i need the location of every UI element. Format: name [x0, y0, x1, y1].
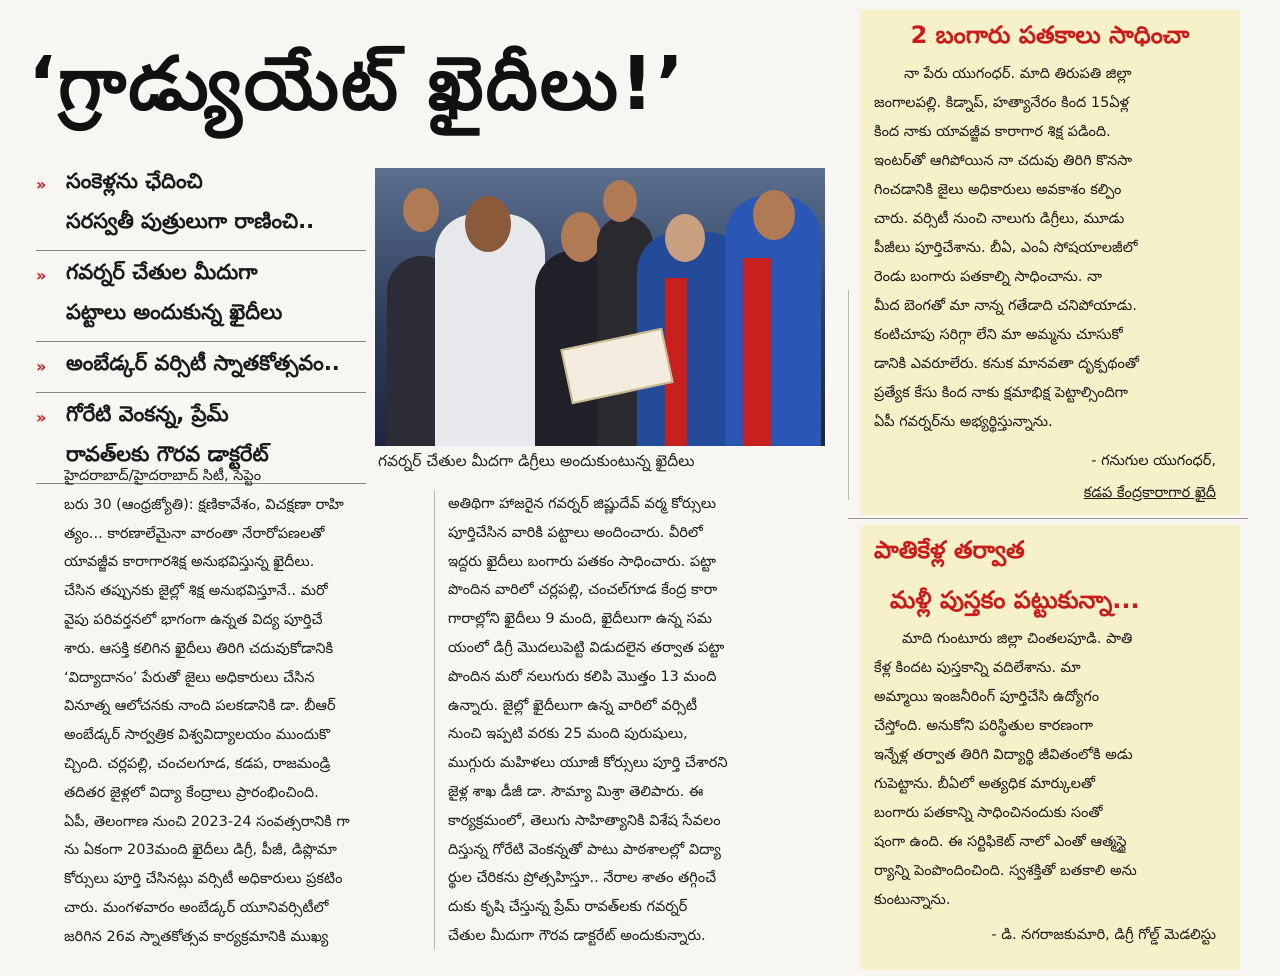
sidebar-title: 2 బంగారు పతకాలు సాధించా — [910, 21, 1190, 49]
text-line: యంలో డిగ్రీ మొదలుపెట్టి విడుదలైన తర్వాత పట్టా — [448, 639, 725, 656]
bullet-list — [36, 160, 366, 484]
text-line: కుంటున్నాను. — [874, 892, 951, 908]
text-line: మాది గుంటూరు జిల్లా చింతలపూడి. పాతి — [902, 631, 1133, 647]
text-line: గించడానికి జైలు అధికారులు అవకాశం కల్పిం — [874, 182, 1122, 198]
text-line: కంటిచూపు సరిగ్గా లేని మా అమ్మను చూసుకో — [874, 327, 1123, 343]
bullet-text: సరస్వతీ పుత్రులుగా రాణించి.. — [66, 209, 315, 233]
text-line: షంగా ఉంది. ఈ సర్టిఫికెట్ నాలో ఎంతో ఆత్మస్థై — [874, 834, 1127, 850]
text-line: ముగ్గురు మహిళలు యూజీ కోర్సులు పూర్తి చేశారని — [448, 755, 728, 772]
sidebar-body — [860, 625, 1240, 915]
text-line: అంబేడ్కర్ సార్వత్రిక విశ్వవిద్యాలయం ముందుకొ — [64, 727, 331, 744]
bullet-text: అంబేడ్కర్ వర్సిటీ స్నాతకోత్సవం.. — [66, 351, 340, 375]
article-column-1 — [64, 462, 420, 952]
text-line: అమ్మాయి ఇంజనీరింగ్ పూర్తిచేసి ఉద్యోగం — [874, 689, 1100, 705]
text-line: యావజ్జీవ కారాగారశిక్ష అనుభవిస్తున్న ఖైదీలు. — [64, 554, 315, 571]
sidebar-subtitle: మళ్లీ పుస్తకం పట్టుకున్నా... — [890, 586, 1140, 614]
bullet-item — [36, 160, 366, 251]
text-line: కింద నాకు యావజ్జీవ కారాగార శిక్ష పడింది. — [874, 124, 1111, 140]
text-line: పూర్తిచేసిన వారికి పట్టాలు అందించారు. వీరిలో — [448, 524, 703, 541]
text-line: చ్చింది. చర్లపల్లి, చంచలగూడ, కడప, రాజమండ్రి — [64, 755, 331, 772]
text-line: చేస్తోంది. అనుకోని పరిస్థితుల కారణంగా — [874, 718, 1093, 734]
convocation-photo — [375, 168, 825, 446]
bullet-text: సంకెళ్లను ఛేదించి — [66, 169, 203, 193]
text-line: ఏపీ, తెలంగాణ నుంచి 2023-24 సంవత్సరానికి గా — [64, 813, 350, 830]
text-line: తదితర జైళ్లలో విద్యా కేంద్రాలు ప్రారంభించింది. — [64, 784, 319, 801]
text-line: కేళ్ల కిందట పుస్తకాన్ని వదిలేశాను. మా — [874, 660, 1081, 676]
column-divider — [434, 490, 435, 950]
text-line: ప్రత్యేక కేసు కింద నాకు క్షమాభిక్ష పెట్టాల్సిందిగా — [874, 385, 1129, 401]
bullet-item — [36, 251, 366, 342]
text-line: కార్యక్రమంలో, తెలుగు సాహిత్యానికి విశేష సేవలం — [448, 812, 721, 829]
text-line: జరిగిన 26వ స్నాతకోత్సవ కార్యక్రమానికి ముఖ్య — [64, 928, 329, 945]
double-chevron-icon: » — [36, 265, 47, 285]
person-head — [665, 214, 705, 262]
double-chevron-icon: » — [36, 174, 47, 194]
person-head — [603, 180, 637, 222]
text-line: ర్యాన్ని పెంపొందించింది. స్వశక్తితో బతకాలి అను — [874, 863, 1137, 879]
red-stole — [743, 258, 771, 446]
text-line: చారు. వర్సిటీ నుంచి నాలుగు డిగ్రీలు, మూడు — [874, 211, 1125, 227]
text-line: కోర్సులు పూర్తి చేసినట్లు వర్సిటీ అధికారులు ప్రకటిం — [64, 871, 343, 888]
sidebar-story-2 — [860, 525, 1240, 970]
bullet-text: గవర్నర్ చేతుల మీదుగా — [66, 260, 258, 284]
sidebar-title: పాతికేళ్ల తర్వాత — [874, 536, 1025, 564]
person-head — [753, 190, 795, 240]
text-line: ఇద్దరు ఖైదీలు బంగారు పతకం సాధించారు. పట్టా — [448, 553, 716, 570]
sidebar-body — [860, 60, 1240, 437]
double-chevron-icon: » — [36, 407, 47, 427]
text-line: బంగారు పతకాన్ని సాధించినందుకు సంతో — [874, 805, 1103, 821]
text-line: హైదరాబాద్/హైదరాబాద్ సిటీ, సెప్టెం — [64, 468, 262, 484]
bullet-text: పట్టాలు అందుకున్న ఖైదీలు — [66, 300, 283, 324]
article-column-2 — [448, 490, 828, 951]
text-line: చేతుల మీదుగా గౌరవ డాక్టరేట్ అందుకున్నారు. — [448, 927, 706, 944]
text-line: బరు 30 (ఆంధ్రజ్యోతి): క్షణికావేశం, విచక్షణా రాహి — [64, 496, 344, 513]
text-line: అతిథిగా హాజరైన గవర్నర్ జిష్ణుదేవ్ వర్మ కోర్సులు — [448, 496, 717, 512]
person-head — [403, 188, 439, 232]
text-line: ఏపీ గవర్నర్‌ను అభ్యర్థిస్తున్నాను. — [874, 414, 1053, 430]
text-line: ర్థుల చేరికను ప్రోత్సహిస్తూ.. నేరాల శాతం తగ్గించే — [448, 870, 717, 887]
text-line: శారు. ఆసక్తి కలిగిన ఖైదీలు తిరిగి చదువుకోడానికి — [64, 640, 334, 657]
text-line: నుంచి ఇప్పటి వరకు 25 మంది పురుషులు, — [448, 726, 688, 743]
text-line: రెండు బంగారు పతకాల్ని సాధించాను. నా — [874, 269, 1103, 285]
text-line: వైపు పరివర్తనలో భాగంగా ఉన్నత విద్య పూర్తిచే — [64, 611, 323, 628]
text-line: వినూత్న ఆలోచనకు నాంది పలకడానికి డా. బీఆర్ — [64, 698, 336, 715]
text-line: జంగాలపల్లి. కిడ్నాప్, హత్యానేరం కింద 15ఏళ్ల — [874, 95, 1130, 111]
bullet-item — [36, 342, 366, 393]
headline: ‘గ్రాడ్యుయేట్ ఖైదీలు!’ — [28, 41, 686, 127]
text-line: చారు. మంగళవారం అంబేడ్కర్ యూనివర్సిటీలో — [64, 899, 329, 916]
text-line: ఇంటర్‌తో ఆగిపోయిన నా చదువు తిరిగి కొనసా — [874, 153, 1133, 169]
text-line: గుపెట్టాను. బీఏలో అత్యధిక మార్కులతో — [874, 776, 1096, 792]
sidebar-divider — [848, 518, 1248, 519]
text-line: ను ఏకంగా 203మంది ఖైదీలు డిగ్రీ, పీజీ, డిప్లొమా — [64, 842, 337, 859]
text-line: త్యం... కారణాలేమైనా వారంతా నేరారోపణలతో — [64, 525, 325, 542]
text-line: నా పేరు యుగంధర్. మాది తిరుపతి జిల్లా — [904, 66, 1132, 82]
text-line: డానికి ఎవరూలేరు. కనుక మానవతా దృక్పథంతో — [874, 356, 1139, 372]
text-line: ఉన్నారు. జైల్లో ఖైదీలుగా ఉన్న వారిలో వర్సిటీ — [448, 697, 698, 714]
person-head — [561, 212, 601, 262]
signature: - డి. నగరాజకుమారి, డిగ్రీ గోల్డ్ మెడలిస్టు — [991, 927, 1216, 943]
person-head — [465, 196, 511, 252]
text-line: చేసిన తప్పునకు జైల్లో శిక్ష అనుభవిస్తూనే.. మరో — [64, 583, 328, 600]
text-line: ఇన్నేళ్ల తర్వాత తిరిగి విద్యార్థి జీవితంలోకి అడు — [874, 747, 1133, 763]
column-divider — [848, 290, 849, 500]
text-line: జైళ్ల శాఖ డీజీ డా. సౌమ్యా మిశ్రా తెలిపారు. ఈ — [448, 783, 704, 800]
photo-caption: గవర్నర్ చేతుల మీదగా డిగ్రీలు అందుకుంటున్న ఖైదీలు — [378, 452, 695, 470]
signature-role: కడప కేంద్రకారాగార ఖైదీ — [1083, 485, 1216, 501]
bullet-text: గోరేటి వెంకన్న, ప్రేమ్ — [66, 402, 229, 426]
text-line: ‘విద్యాదానం’ పేరుతో జైలు అధికారులు చేసిన — [64, 669, 315, 686]
bullet-text: రావత్‌లకు గౌరవ డాక్టరేట్ — [66, 442, 269, 466]
signature-name: - గనుగుల యుగంధర్, — [1091, 453, 1216, 469]
text-line: దుకు కృషి చేస్తున్న ప్రేమ్ రావత్‌లకు గవర్నర్ — [448, 899, 688, 916]
text-line: మీద బెంగతో మా నాన్న గతేడాది చనిపోయాడు. — [874, 298, 1137, 314]
text-line: పొందిన వారిలో చర్లపల్లి, చంచల్‌గూడ కేంద్ర కారా — [448, 582, 718, 599]
text-line: పీజీలు పూర్తిచేశాను. బీఏ, ఎంఏ సోషయాలజీలో — [874, 240, 1138, 256]
double-chevron-icon: » — [36, 356, 47, 376]
text-line: దిస్తున్న గోరేటి వెంకన్నతో పాటు పాఠశాలల్లో విద్యా — [448, 841, 721, 858]
sidebar-story-1 — [860, 10, 1240, 515]
text-line: పొందిన మరో నలుగురు కలిపి మొత్తం 13 మంది — [448, 668, 717, 685]
text-line: గారాల్లోని ఖైదీలు 9 మంది, ఖైదీలుగా ఉన్న సమ — [448, 611, 712, 628]
